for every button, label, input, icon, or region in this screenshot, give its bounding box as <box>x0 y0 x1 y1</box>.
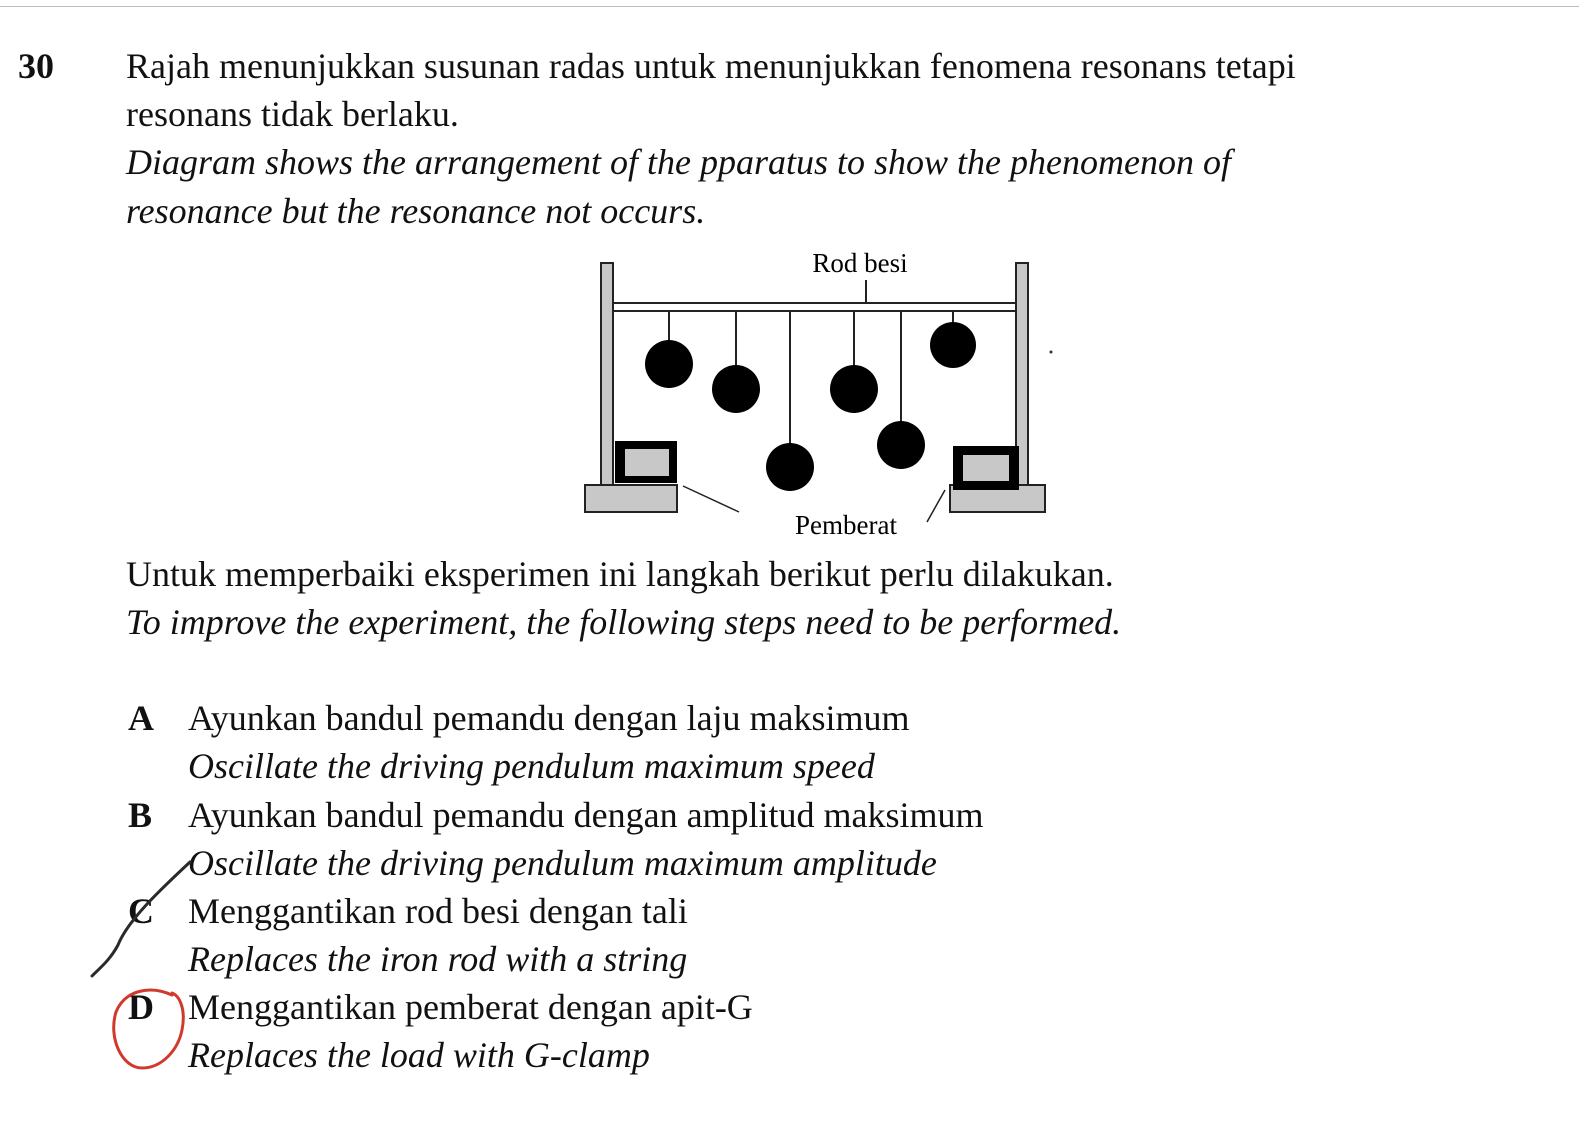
option-b-malay: Ayunkan bandul pemandu dengan amplitud maksimum <box>188 795 984 835</box>
option-b-letter[interactable]: B <box>128 795 153 835</box>
instruction-english: To improve the experiment, the following steps need to be performed. <box>126 602 1122 642</box>
option-d-english: Replaces the load with G-clamp <box>188 1035 650 1075</box>
instruction-malay: Untuk memperbaiki eksperimen ini langkah berikut perlu dilakukan. <box>126 554 1114 594</box>
question-stem-malay-line1: Rajah menunjukkan susunan radas untuk menunjukkan fenomena resonans tetapi <box>126 46 1296 86</box>
left-load-inner <box>625 449 669 476</box>
load-pointer-left <box>683 486 739 512</box>
option-c-english: Replaces the iron rod with a string <box>188 939 688 979</box>
pendulum-bob-4 <box>830 365 878 413</box>
option-a-malay: Ayunkan bandul pemandu dengan laju maksimum <box>188 698 910 738</box>
option-d-letter[interactable]: D <box>128 987 154 1027</box>
option-c-malay: Menggantikan rod besi dengan tali <box>188 891 688 931</box>
pendulum-bob-3 <box>766 443 814 491</box>
pemberat-label: Pemberat <box>795 510 897 540</box>
rod-besi-label: Rod besi <box>812 248 908 278</box>
option-c-letter[interactable]: C <box>128 891 154 931</box>
option-b-english: Oscillate the driving pendulum maximum amplitude <box>188 843 937 883</box>
question-stem-english-line1: Diagram shows the arrangement of the pparatus to show the phenomenon of <box>126 142 1231 182</box>
question-number: 30 <box>18 46 54 86</box>
right-load-inner <box>963 455 1009 481</box>
pendulum-bob-1 <box>645 340 693 388</box>
question-stem-english-line2: resonance but the resonance not occurs. <box>126 191 706 231</box>
stray-dot <box>1050 351 1053 354</box>
left-stand-base <box>585 485 677 512</box>
pendulum-bob-6 <box>930 322 976 368</box>
pendulum-bob-5 <box>877 421 925 469</box>
option-a-english: Oscillate the driving pendulum maximum speed <box>188 746 875 786</box>
option-a-letter[interactable]: A <box>128 698 154 738</box>
option-d-malay: Menggantikan pemberat dengan apit-G <box>188 987 753 1027</box>
left-stand-pole <box>601 263 613 485</box>
pendulum-bob-2 <box>712 365 760 413</box>
question-stem-malay-line2: resonans tidak berlaku. <box>126 94 459 134</box>
load-pointer-right <box>927 490 945 522</box>
